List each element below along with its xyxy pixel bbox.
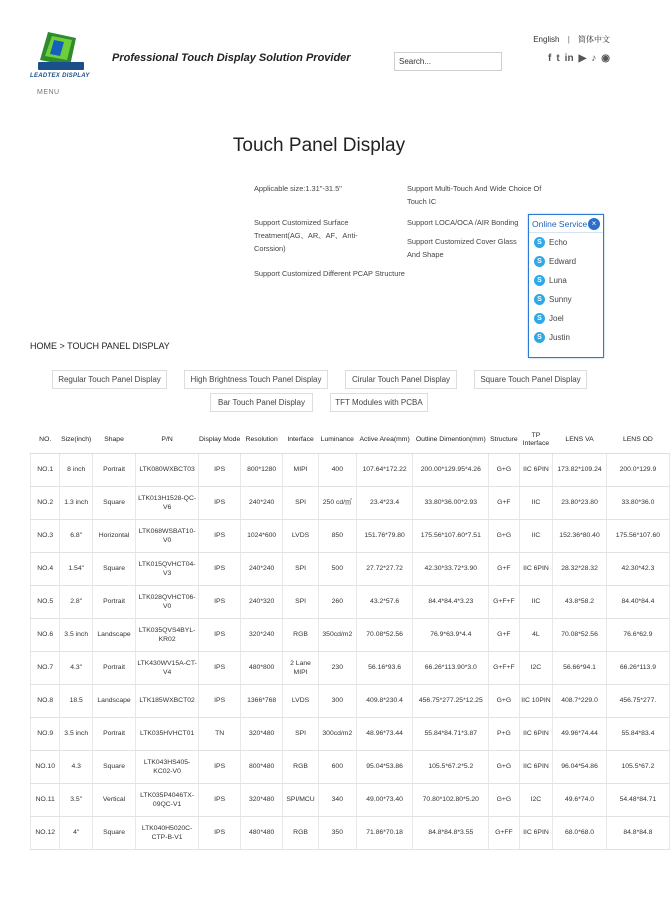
table-cell: G+G (489, 519, 519, 552)
table-body (31, 453, 670, 849)
table-cell: IPS (199, 486, 241, 519)
table-cell: 456.75*277.25*12.25 (413, 684, 489, 717)
table-cell: G+G (489, 783, 519, 816)
agent-item[interactable] (529, 328, 603, 347)
tiktok-icon[interactable]: ♪ (591, 53, 597, 64)
tab-tft-modules[interactable]: TFT Modules with PCBA (330, 393, 428, 412)
online-service-panel (528, 214, 604, 358)
table-cell: RGB (283, 618, 319, 651)
table-cell: Landscape (93, 684, 136, 717)
table-cell: IIC 6PIN (519, 717, 553, 750)
table-cell: 84.8*84.8 (606, 816, 669, 849)
agent-name: Echo (549, 238, 568, 247)
table-cell: 173.82*109.24 (553, 453, 607, 486)
breadcrumb-separator: > (57, 341, 68, 351)
facebook-icon[interactable]: f (547, 53, 552, 64)
feature-item: Support Customized Surface Treatment(AG、AR、AF、Anti-Corssion) (254, 218, 358, 253)
table-cell: IPS (199, 750, 241, 783)
table-row[interactable] (31, 651, 670, 684)
table-cell: 42.30*42.3 (606, 552, 669, 585)
agent-name: Luna (549, 276, 567, 285)
table-cell: IPS (199, 585, 241, 618)
table-cell: 3.5 inch (60, 717, 93, 750)
table-cell: 1366*768 (241, 684, 283, 717)
table-cell: RGB (283, 816, 319, 849)
table-cell: NO.11 (31, 783, 60, 816)
feature-item: Support Multi-Touch And Wide Choice Of Touch IC (407, 184, 542, 206)
table-cell: IIC (519, 519, 553, 552)
table-cell: 320*480 (241, 783, 283, 816)
table-cell: NO.6 (31, 618, 60, 651)
other-icon[interactable]: ◉ (601, 53, 610, 64)
table-cell: 43.2*57.6 (356, 585, 413, 618)
tab-high-brightness[interactable]: High Brightness Touch Panel Display (184, 370, 328, 389)
table-cell: Horizontal (93, 519, 136, 552)
table-cell: 49.96*74.44 (553, 717, 607, 750)
table-cell: 4" (60, 816, 93, 849)
table-cell: LTK043HS405-KC02-V0 (136, 750, 199, 783)
page-title: Touch Panel Display (232, 135, 406, 156)
table-cell: 3.5" (60, 783, 93, 816)
table-cell: RGB (283, 750, 319, 783)
skype-icon: S (534, 237, 545, 248)
table-cell: 8 inch (60, 453, 93, 486)
table-cell: 240*240 (241, 486, 283, 519)
table-cell: LTK040H5020C-CTP-B-V1 (136, 816, 199, 849)
language-bar (533, 34, 610, 45)
table-cell: 800*480 (241, 750, 283, 783)
table-cell: G+F+F (489, 585, 519, 618)
lang-english-link[interactable]: English (533, 35, 560, 44)
table-cell: 18.5 (60, 684, 93, 717)
brand-slogan: Professional Touch Display Solution Provider (112, 52, 351, 64)
table-cell: 800*1280 (241, 453, 283, 486)
column-header: Outline Dimention(mm) (413, 428, 489, 453)
table-cell: 480*480 (241, 816, 283, 849)
table-cell: LVDS (283, 519, 319, 552)
table-cell: IIC 10PIN (519, 684, 553, 717)
agent-item[interactable] (529, 233, 603, 252)
tab-circular[interactable]: Cirular Touch Panel Display (345, 370, 457, 389)
table-cell: G+FF (489, 816, 519, 849)
agent-name: Sunny (549, 295, 572, 304)
table-row[interactable] (31, 519, 670, 552)
table-cell: Portrait (93, 453, 136, 486)
table-cell: 76.6*62.9 (606, 618, 669, 651)
table-cell: IPS (199, 783, 241, 816)
table-cell: 84.4*84.4*3.23 (413, 585, 489, 618)
table-cell: 409.8*230.4 (356, 684, 413, 717)
brand-name: LEADTEX DISPLAY (30, 73, 90, 79)
table-cell: Vertical (93, 783, 136, 816)
table-cell: G+F (489, 552, 519, 585)
table-cell: SPI (283, 552, 319, 585)
column-header: NO. (31, 428, 60, 453)
tab-bar[interactable]: Bar Touch Panel Display (210, 393, 313, 412)
table-cell: 2 Lane MIPI (283, 651, 319, 684)
table-cell: 4.3 (60, 750, 93, 783)
table-cell: Landscape (93, 618, 136, 651)
agent-name: Edward (549, 257, 577, 266)
table-cell: 48.96*73.44 (356, 717, 413, 750)
table-cell: IPS (199, 816, 241, 849)
table-cell: G+G (489, 750, 519, 783)
table-cell: 4.3" (60, 651, 93, 684)
table-row[interactable] (31, 585, 670, 618)
table-cell: G+G (489, 684, 519, 717)
table-header-row (31, 428, 670, 453)
table-cell: 76.9*63.9*4.4 (413, 618, 489, 651)
table-cell: 200.0*129.9 (606, 453, 669, 486)
table-cell: 500 (318, 552, 356, 585)
table-cell: IIC 6PIN (519, 816, 553, 849)
table-cell: Square (93, 552, 136, 585)
online-service-header (529, 215, 603, 233)
table-cell: Portrait (93, 717, 136, 750)
table-cell: 66.26*113.9 (606, 651, 669, 684)
table-cell: LTK035HVHCT01 (136, 717, 199, 750)
table-cell: 1.3 inch (60, 486, 93, 519)
table-cell: 42.30*33.72*3.90 (413, 552, 489, 585)
table-cell: 49.00*73.40 (356, 783, 413, 816)
column-header: LENS VA (553, 428, 607, 453)
column-header: Structure (489, 428, 519, 453)
tab-square[interactable]: Square Touch Panel Display (474, 370, 587, 389)
breadcrumb-current[interactable]: TOUCH PANEL DISPLAY (67, 341, 170, 351)
table-cell: IIC 6PIN (519, 750, 553, 783)
agent-item[interactable] (529, 309, 603, 328)
table-cell: 68.0*68.0 (553, 816, 607, 849)
table-cell: 320*480 (241, 717, 283, 750)
product-table (30, 428, 670, 850)
table-cell: MIPI (283, 453, 319, 486)
column-header: Shape (93, 428, 136, 453)
lang-chinese-link[interactable]: 简体中文 (578, 35, 610, 44)
agent-name: Justin (549, 333, 570, 342)
table-cell: LTK013H1528-QC-V6 (136, 486, 199, 519)
table-cell: IPS (199, 618, 241, 651)
table-cell: 54.48*84.71 (606, 783, 669, 816)
table-cell: 300cd/m2 (318, 717, 356, 750)
youtube-icon[interactable]: ▶ (578, 53, 587, 64)
linkedin-icon[interactable]: in (564, 53, 574, 64)
feature-item: Applicable size:1.31"-31.5" (254, 184, 342, 193)
table-cell: 230 (318, 651, 356, 684)
table-cell: 151.76*79.80 (356, 519, 413, 552)
column-header: Interface (283, 428, 319, 453)
table-cell: Square (93, 750, 136, 783)
table-cell: 56.66*94.1 (553, 651, 607, 684)
table-cell: G+F (489, 618, 519, 651)
online-service-title: Online Service (532, 219, 588, 229)
table-row[interactable] (31, 618, 670, 651)
table-cell: LVDS (283, 684, 319, 717)
table-cell: 96.04*54.86 (553, 750, 607, 783)
table-cell: 27.72*27.72 (356, 552, 413, 585)
table-cell: 850 (318, 519, 356, 552)
table-cell: 456.75*277. (606, 684, 669, 717)
table-cell: LTK015QVHCT04-V3 (136, 552, 199, 585)
table-cell: 84.8*84.8*3.55 (413, 816, 489, 849)
table-cell: 95.04*53.86 (356, 750, 413, 783)
table-cell: 1.54" (60, 552, 93, 585)
table-cell: 260 (318, 585, 356, 618)
table-cell: 33.80*36.00*2.93 (413, 486, 489, 519)
table-cell: IPS (199, 552, 241, 585)
table-cell: LTK080WXBCT03 (136, 453, 199, 486)
table-cell: IPS (199, 453, 241, 486)
table-cell: 6.8" (60, 519, 93, 552)
column-header: Luminance (318, 428, 356, 453)
feature-item: Support LOCA/OCA /AIR Bonding (407, 218, 519, 227)
table-cell: SPI (283, 585, 319, 618)
table-row[interactable] (31, 453, 670, 486)
menu-button[interactable]: MENU (37, 89, 60, 96)
feature-item: Support Customized Cover Glass And Shape (407, 237, 517, 259)
table-cell: 400 (318, 453, 356, 486)
table-cell: 3.5 inch (60, 618, 93, 651)
table-cell: 1024*600 (241, 519, 283, 552)
table-row[interactable] (31, 552, 670, 585)
skype-icon: S (534, 294, 545, 305)
table-cell: 200.00*129.95*4.26 (413, 453, 489, 486)
search-input[interactable]: Search... (394, 52, 502, 71)
skype-icon: S (534, 313, 545, 324)
table-cell: 240*240 (241, 552, 283, 585)
breadcrumb-home[interactable]: HOME (30, 341, 57, 351)
table-cell: NO.9 (31, 717, 60, 750)
table-row[interactable] (31, 750, 670, 783)
table-cell: NO.8 (31, 684, 60, 717)
table-cell: IPS (199, 519, 241, 552)
table-cell: 33.80*36.0 (606, 486, 669, 519)
table-cell: 152.36*80.40 (553, 519, 607, 552)
agent-item[interactable] (529, 271, 603, 290)
column-header: TP Interface (519, 428, 553, 453)
table-cell: IPS (199, 684, 241, 717)
table-cell: 250 cd/㎡ (318, 486, 356, 519)
table-cell: 28.32*28.32 (553, 552, 607, 585)
table-cell: 70.08*52.56 (356, 618, 413, 651)
table-cell: 23.80*23.80 (553, 486, 607, 519)
table-cell: NO.4 (31, 552, 60, 585)
table-cell: 408.7*229.0 (553, 684, 607, 717)
column-header: P/N (136, 428, 199, 453)
column-header: Size(inch) (60, 428, 93, 453)
table-cell: LTK028QVHCT06-V0 (136, 585, 199, 618)
agent-name: Joel (549, 314, 564, 323)
table-cell: 66.26*113.90*3.0 (413, 651, 489, 684)
table-cell: I2C (519, 651, 553, 684)
skype-icon: S (534, 275, 545, 286)
table-cell: 55.84*83.4 (606, 717, 669, 750)
close-icon[interactable]: × (588, 218, 600, 230)
table-cell: 480*800 (241, 651, 283, 684)
table-cell: SPI (283, 717, 319, 750)
agent-item[interactable] (529, 252, 603, 271)
table-cell: NO.3 (31, 519, 60, 552)
table-cell: 56.16*93.6 (356, 651, 413, 684)
table-row[interactable] (31, 717, 670, 750)
skype-icon: S (534, 332, 545, 343)
table-cell: 600 (318, 750, 356, 783)
table-cell: 350cd/m2 (318, 618, 356, 651)
table-cell: LTK068WSBAT10-V0 (136, 519, 199, 552)
social-links (548, 53, 610, 65)
table-cell: P+G (489, 717, 519, 750)
table-cell: IIC 6PIN (519, 453, 553, 486)
table-cell: LTK185WXBCT02 (136, 684, 199, 717)
table-cell: G+F+F (489, 651, 519, 684)
table-cell: 49.6*74.0 (553, 783, 607, 816)
table-cell: SPI (283, 486, 319, 519)
breadcrumb (30, 341, 170, 351)
table-cell: NO.10 (31, 750, 60, 783)
lang-separator: | (567, 35, 570, 44)
table-cell: NO.2 (31, 486, 60, 519)
table-cell: 350 (318, 816, 356, 849)
table-row[interactable] (31, 486, 670, 519)
table-cell: 175.56*107.60*7.51 (413, 519, 489, 552)
table-cell: 70.80*102.80*5.20 (413, 783, 489, 816)
table-cell: SPI/MCU (283, 783, 319, 816)
table-cell: LTK035QVS4BYL-KR02 (136, 618, 199, 651)
table-header (31, 428, 670, 453)
table-cell: G+G (489, 453, 519, 486)
column-header: Resolution (241, 428, 283, 453)
table-cell: G+F (489, 486, 519, 519)
table-row[interactable] (31, 684, 670, 717)
table-cell: NO.12 (31, 816, 60, 849)
table-cell: 84.40*84.4 (606, 585, 669, 618)
table-cell: NO.5 (31, 585, 60, 618)
table-cell: Square (93, 816, 136, 849)
feature-item: Support Customized Different PCAP Structure (254, 269, 405, 278)
table-cell: 320*240 (241, 618, 283, 651)
table-cell: LTK430WV15A-CT-V4 (136, 651, 199, 684)
table-cell: 23.4*23.4 (356, 486, 413, 519)
table-cell: TN (199, 717, 241, 750)
table-cell: IIC 6PIN (519, 552, 553, 585)
table-cell: Portrait (93, 585, 136, 618)
table-cell: Portrait (93, 651, 136, 684)
table-cell: 71.86*70.18 (356, 816, 413, 849)
table-cell: NO.1 (31, 453, 60, 486)
table-cell: IIC (519, 585, 553, 618)
table-cell: LTK035P4046TX-09QC-V1 (136, 783, 199, 816)
table-row[interactable] (31, 783, 670, 816)
twitter-icon[interactable]: t (556, 53, 560, 64)
agent-item[interactable] (529, 290, 603, 309)
table-cell: 105.5*67.2*5.2 (413, 750, 489, 783)
table-cell: IPS (199, 651, 241, 684)
table-cell: 340 (318, 783, 356, 816)
column-header: LENS OD (606, 428, 669, 453)
table-cell: NO.7 (31, 651, 60, 684)
table-cell: 55.84*84.71*3.87 (413, 717, 489, 750)
table-cell: IIC (519, 486, 553, 519)
table-cell: Square (93, 486, 136, 519)
table-row[interactable] (31, 816, 670, 849)
table-cell: 70.08*52.56 (553, 618, 607, 651)
table-cell: 175.56*107.60 (606, 519, 669, 552)
table-cell: 240*320 (241, 585, 283, 618)
table-cell: 300 (318, 684, 356, 717)
table-cell: 2.8" (60, 585, 93, 618)
tab-regular[interactable]: Regular Touch Panel Display (52, 370, 167, 389)
table-cell: 43.8*58.2 (553, 585, 607, 618)
table-cell: 107.64*172.22 (356, 453, 413, 486)
skype-icon: S (534, 256, 545, 267)
column-header: Display Mode (199, 428, 241, 453)
table-cell: 105.5*67.2 (606, 750, 669, 783)
table-cell: 4L (519, 618, 553, 651)
table-cell: I2C (519, 783, 553, 816)
column-header: Active Area(mm) (356, 428, 413, 453)
product-table-container[interactable] (30, 428, 661, 852)
